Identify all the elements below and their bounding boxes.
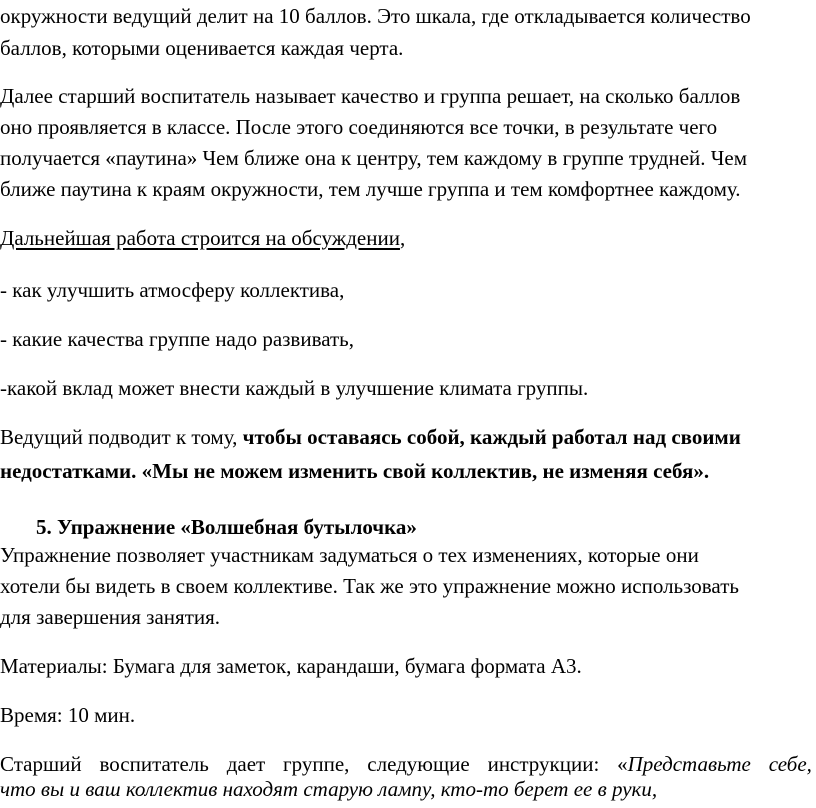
leader-line-1 bbox=[0, 425, 741, 449]
exercise-title: 5. Упражнение «Волшебная бутылочка» bbox=[36, 515, 417, 539]
instructions-word: Старший bbox=[0, 752, 82, 776]
instructions-word: дает bbox=[226, 752, 266, 776]
leader-line-2: недостатками. «Мы не можем изменить свой коллектив, не изменяя себя». bbox=[0, 459, 710, 483]
open-quote: « bbox=[617, 752, 628, 776]
paragraph-line: окружности ведущий делит на 10 баллов. Это шкала, где откладывается количество bbox=[0, 4, 751, 28]
time-line: Время: 10 мин. bbox=[0, 703, 136, 727]
list-item: - как улучшить атмосферу коллектива, bbox=[0, 278, 345, 302]
discussion-heading bbox=[0, 226, 405, 250]
paragraph-line: получается «паутина» Чем ближе она к центру, тем каждому в группе трудней. Чем bbox=[0, 146, 748, 170]
paragraph-line: для завершения занятия. bbox=[0, 605, 221, 629]
italic-word: Представьте bbox=[627, 752, 751, 776]
paragraph-line: хотели бы видеть в своем коллективе. Так же это упражнение можно использовать bbox=[0, 574, 739, 598]
instructions-line-2: что вы и ваш коллектив находят старую лампу, кто-то берет ее в руки, bbox=[0, 777, 658, 801]
paragraph-line: ближе паутина к краям окружности, тем лучше группа и тем комфортнее каждому. bbox=[0, 177, 741, 201]
list-item: -какой вклад может внести каждый в улучшение климата группы. bbox=[0, 376, 589, 400]
paragraph-line: оно проявляется в классе. После этого соединяются все точки, в результате чего bbox=[0, 115, 718, 139]
leader-intro: Ведущий подводит к тому, bbox=[0, 425, 243, 449]
instructions-word: воспитатель bbox=[99, 752, 209, 776]
leader-bold-text: чтобы оставаясь собой, каждый работал над своими bbox=[242, 425, 741, 449]
instructions-word: группе, bbox=[283, 752, 350, 776]
discussion-heading-text: Дальнейшая работа строится на обсуждении bbox=[0, 226, 400, 250]
paragraph-line: баллов, которыми оценивается каждая черта. bbox=[0, 36, 404, 60]
instructions-quote-word bbox=[617, 752, 751, 776]
instructions-line-1 bbox=[0, 752, 812, 776]
paragraph-line: Далее старший воспитатель называет качество и группа решает, на сколько баллов bbox=[0, 84, 741, 108]
discussion-heading-comma: , bbox=[399, 226, 406, 250]
list-item: - какие качества группе надо развивать, bbox=[0, 327, 355, 351]
italic-word: себе, bbox=[768, 752, 812, 776]
materials-line: Материалы: Бумага для заметок, карандаши, бумага формата А3. bbox=[0, 654, 582, 678]
instructions-word: инструкции: bbox=[487, 752, 600, 776]
paragraph-line: Упражнение позволяет участникам задуматься о тех изменениях, которые они bbox=[0, 543, 699, 567]
instructions-word: следующие bbox=[367, 752, 470, 776]
